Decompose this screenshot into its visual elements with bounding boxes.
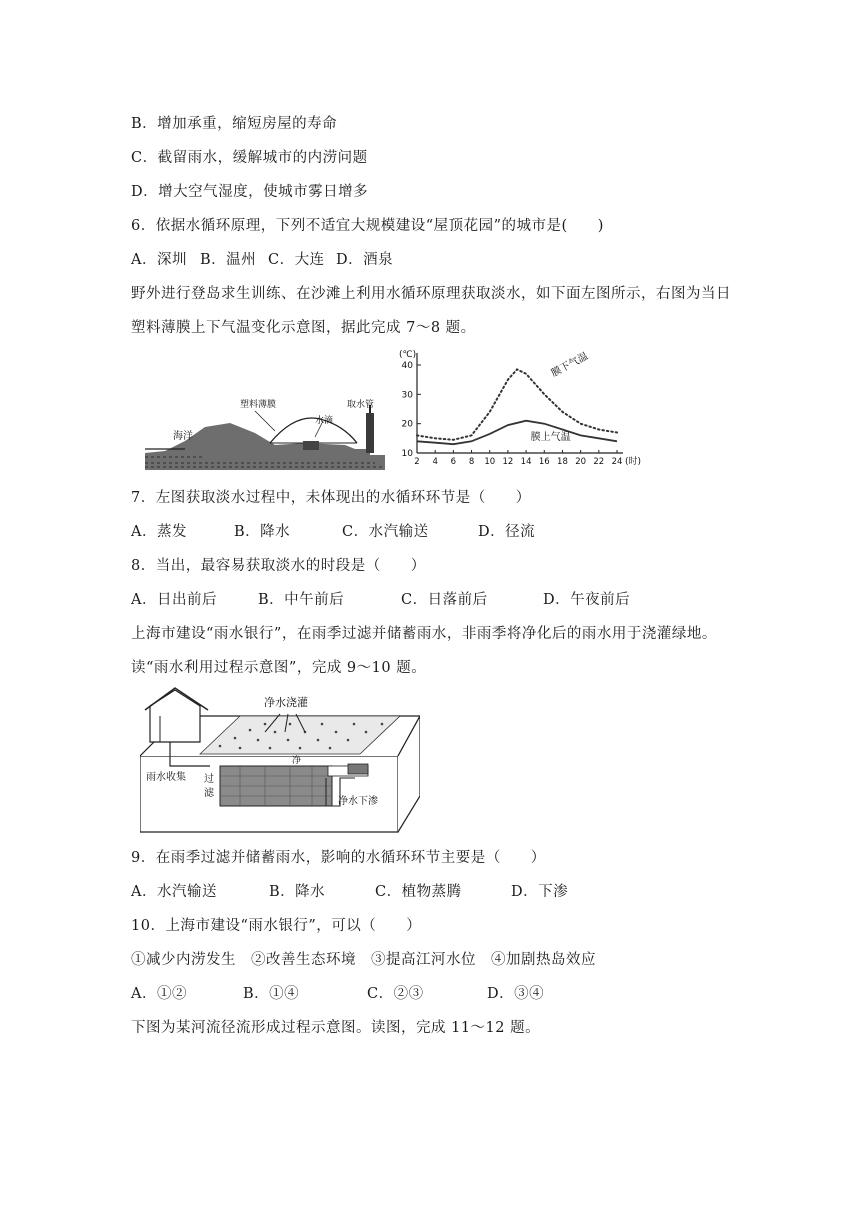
x-tick-label: 20 bbox=[575, 457, 587, 467]
q5-option-d: D．增大空气湿度，使城市雾日增多 bbox=[131, 184, 369, 200]
x-tick-label: 18 bbox=[557, 457, 568, 467]
q7-stem: 7．左图获取淡水过程中，未体现出的水循环环节是（ ） bbox=[131, 490, 531, 506]
y-tick-label: 40 bbox=[401, 361, 413, 371]
pit-label: 水滴 bbox=[315, 416, 334, 426]
q10-option: B．①④ bbox=[243, 986, 300, 1002]
temperature-chart bbox=[395, 345, 655, 470]
filter-label-top: 过 bbox=[204, 774, 214, 785]
x-tick-label: 4 bbox=[432, 457, 438, 467]
irrigation-label: 净水浇灌 bbox=[264, 696, 308, 709]
q6-option: C．大连 bbox=[268, 252, 325, 268]
intro-11-12: 下图为某河流径流形成过程示意图。读图，完成 11～12 题。 bbox=[131, 1020, 541, 1036]
q8-option: B．中午前后 bbox=[258, 592, 345, 608]
x-tick-label: 16 bbox=[538, 457, 550, 467]
q6-option: D．酒泉 bbox=[336, 252, 394, 268]
intro-9-10-line1: 上海市建设“雨水银行”，在雨季过滤并储蓄雨水，非雨季将净化后的雨水用于浇灌绿地。 bbox=[131, 626, 717, 642]
q9-stem: 9．在雨季过滤并储蓄雨水，影响的水循环环节主要是（ ） bbox=[131, 850, 546, 866]
q7-options bbox=[131, 520, 535, 541]
q9-option: C．植物蒸腾 bbox=[375, 884, 462, 900]
q5-option-b: B．增加承重，缩短房屋的寿命 bbox=[131, 116, 338, 132]
x-tick-label: 8 bbox=[468, 457, 475, 467]
q7-option: A．蒸发 bbox=[131, 524, 187, 540]
solar-still-figure bbox=[145, 345, 385, 470]
x-tick-label: 12 bbox=[502, 457, 514, 467]
series-label: 膜下气温 bbox=[549, 350, 591, 380]
q8-options bbox=[131, 588, 630, 609]
series-label: 膜上气温 bbox=[530, 431, 571, 443]
q9-option: A．水汽输送 bbox=[131, 884, 217, 900]
q10-option: C．②③ bbox=[367, 986, 424, 1002]
q8-stem: 8．当出，最容易获取淡水的时段是（ ） bbox=[131, 558, 426, 574]
x-tick-label: 14 bbox=[520, 457, 532, 467]
x-tick-label: 6 bbox=[450, 457, 457, 467]
q10-option: A．①② bbox=[131, 986, 187, 1002]
q10-choices: ①减少内涝发生 ②改善生态环境 ③提高江河水位 ④加剧热岛效应 bbox=[131, 952, 596, 968]
q7-option: C．水汽输送 bbox=[342, 524, 429, 540]
x-tick-label: 2 bbox=[414, 457, 420, 467]
y-axis-label: (℃) bbox=[399, 350, 417, 360]
q10-option: D．③④ bbox=[487, 986, 545, 1002]
x-tick-label: 10 bbox=[484, 457, 496, 467]
film-label: 塑料薄膜 bbox=[240, 400, 277, 410]
pipe-label: 取水管 bbox=[347, 400, 375, 410]
x-tick-label: 24 bbox=[611, 457, 623, 467]
x-tick-label: 22 bbox=[593, 457, 605, 467]
y-tick-label: 20 bbox=[401, 419, 413, 430]
seep-label: 净水下渗 bbox=[338, 796, 378, 807]
q10-stem: 10．上海市建设“雨水银行”，可以（ ） bbox=[131, 918, 422, 934]
collect-label: 雨水收集 bbox=[146, 772, 186, 783]
q8-option: D．午夜前后 bbox=[543, 592, 631, 608]
q9-option: B．降水 bbox=[269, 884, 326, 900]
series-line bbox=[417, 369, 617, 439]
x-axis-label: (时) bbox=[625, 457, 642, 467]
q8-option: A．日出前后 bbox=[131, 592, 217, 608]
q6-options bbox=[131, 248, 393, 269]
q9-option: D．下渗 bbox=[511, 884, 569, 900]
q9-options bbox=[131, 880, 568, 901]
q10-options bbox=[131, 982, 544, 1003]
y-tick-label: 30 bbox=[401, 390, 413, 401]
series-line bbox=[417, 421, 617, 445]
intro-7-8-line2: 塑料薄膜上下气温变化示意图，据此完成 7～8 题。 bbox=[131, 320, 476, 336]
filter-label-bottom: 滤 bbox=[204, 788, 214, 799]
q7-option: D．径流 bbox=[478, 524, 536, 540]
q6-stem: 6．依据水循环原理，下列不适宜大规模建设“屋顶花园”的城市是( ) bbox=[131, 218, 604, 234]
intro-9-10-line2: 读“雨水利用过程示意图”，完成 9～10 题。 bbox=[131, 660, 427, 676]
y-tick-label: 10 bbox=[401, 449, 413, 459]
q6-option: B．温州 bbox=[200, 252, 257, 268]
intro-7-8-line1: 野外进行登岛求生训练、在沙滩上利用水循环原理获取淡水，如下面左图所示，右图为当日 bbox=[131, 286, 731, 302]
q5-option-c: C．截留雨水，缓解城市的内涝问题 bbox=[131, 150, 368, 166]
q6-option: A．深圳 bbox=[131, 252, 187, 268]
rain-bank-figure bbox=[140, 686, 420, 834]
q7-option: B．降水 bbox=[234, 524, 291, 540]
pool-label: 净 bbox=[292, 756, 302, 766]
q8-option: C．日落前后 bbox=[401, 592, 488, 608]
sea-label: 海洋 bbox=[173, 431, 193, 442]
